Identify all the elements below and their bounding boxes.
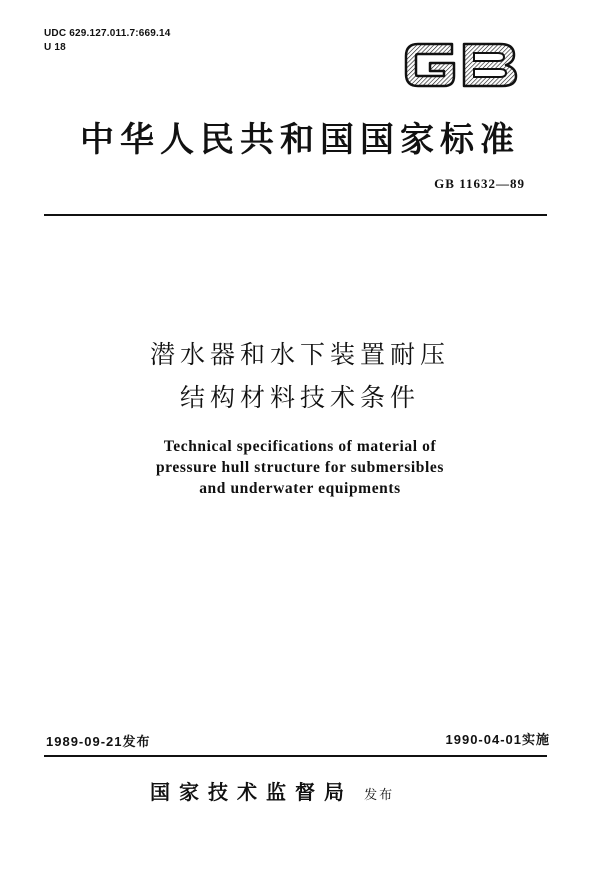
gb-logo-icon bbox=[400, 36, 522, 94]
chinese-title-line-2: 结构材料技术条件 bbox=[179, 383, 420, 412]
issuer-action: 发布 bbox=[364, 788, 395, 803]
standard-number: GB 11632—89 bbox=[434, 176, 525, 191]
implementation-date: 1990-04-01实施 bbox=[445, 732, 550, 747]
english-title-line-2: pressure hull structure for submersibles bbox=[155, 459, 445, 476]
issuer-block bbox=[150, 776, 394, 805]
top-divider bbox=[44, 214, 547, 216]
issue-date: 1989-09-21发布 bbox=[46, 734, 151, 749]
class-code: U 18 bbox=[44, 42, 66, 53]
english-title-line-1: Technical specifications of material of bbox=[163, 438, 437, 455]
issuer-name: 国家技术监督局 bbox=[150, 780, 353, 804]
chinese-title-line-1: 潜水器和水下装置耐压 bbox=[149, 340, 450, 369]
bottom-divider bbox=[44, 755, 547, 757]
english-title bbox=[0, 436, 600, 499]
national-standard-title: 中华人民共和国国家标准 bbox=[80, 120, 520, 160]
udc-code: UDC 629.127.011.7:669.14 bbox=[44, 28, 171, 39]
classification-block bbox=[44, 27, 171, 55]
english-title-line-3: and underwater equipments bbox=[199, 480, 401, 497]
